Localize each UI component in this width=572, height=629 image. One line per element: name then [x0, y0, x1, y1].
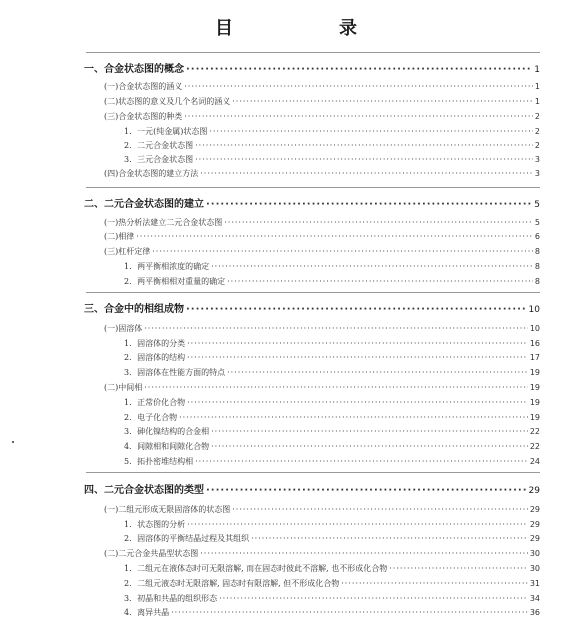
toc-section[interactable]	[104, 548, 540, 559]
toc-subsection[interactable]	[124, 607, 540, 618]
toc-label: 3．固溶体在性能方面的特点	[124, 368, 226, 377]
toc-label: 1．二组元在液体态时可无限溶解, 而在固态时彼此不溶解, 也不形成化合物	[124, 564, 388, 573]
leader-dots	[341, 579, 528, 588]
toc-page-number: 22	[529, 427, 540, 436]
leader-dots	[227, 277, 533, 286]
toc-label: (二)状态图的意义及几个名词的涵义	[104, 97, 231, 106]
leader-dots	[187, 353, 528, 362]
toc-subsection[interactable]	[124, 519, 540, 530]
toc-label: 3．初晶和共晶的组织形态	[124, 594, 218, 603]
toc-page-number: 22	[529, 442, 540, 451]
leader-dots	[171, 608, 528, 617]
leader-dots	[227, 368, 528, 377]
leader-dots	[184, 112, 533, 121]
toc-page-number: 2	[534, 112, 540, 121]
toc-label: 2．二组元液态时无限溶解, 固态时有限溶解, 但不形成化合物	[124, 579, 340, 588]
toc-page-number: 36	[529, 608, 540, 617]
leader-dots	[224, 218, 533, 227]
leader-dots	[206, 199, 532, 210]
toc-page-number: 8	[534, 247, 540, 256]
leader-dots	[200, 549, 528, 558]
toc-page-number: 16	[529, 339, 540, 348]
toc-chapter[interactable]	[84, 481, 540, 496]
divider	[86, 292, 540, 293]
toc-subsection[interactable]	[124, 397, 540, 408]
leader-dots	[195, 155, 533, 164]
toc-label: 2．固溶体的平衡结晶过程及其组织	[124, 534, 250, 543]
leader-dots	[251, 534, 528, 543]
toc-label: 4．间隙相和间隙化合物	[124, 442, 210, 451]
leader-dots	[187, 520, 528, 529]
leader-dots	[187, 339, 528, 348]
leader-dots	[195, 457, 528, 466]
toc-label: 1．两平衡相浓度的确定	[124, 262, 210, 271]
toc-page-number: 29	[529, 505, 540, 514]
toc-label: 1．状态图的分析	[124, 520, 186, 529]
toc-label: (二)中间相	[104, 383, 143, 392]
leader-dots	[211, 262, 533, 271]
toc-subsection[interactable]	[124, 563, 540, 574]
toc-page-number: 19	[529, 413, 540, 422]
toc-label: 4．离异共晶	[124, 608, 170, 617]
leader-dots	[232, 505, 528, 514]
leader-dots	[219, 594, 528, 603]
toc-page-number: 1	[534, 82, 540, 91]
toc-label: 2．两平衡相相对重量的确定	[124, 277, 226, 286]
toc-page-number: 19	[529, 368, 540, 377]
toc-subsection[interactable]	[124, 276, 540, 287]
divider	[86, 472, 540, 473]
leader-dots	[136, 232, 533, 241]
toc-page-number: 8	[534, 277, 540, 286]
toc-page-number: 29	[529, 520, 540, 529]
toc-label: 1．正常价化合物	[124, 398, 186, 407]
toc-page-number: 29	[529, 534, 540, 543]
leader-dots	[209, 127, 533, 136]
toc-section[interactable]	[104, 96, 540, 107]
leader-dots	[152, 247, 533, 256]
toc-page-number: 6	[534, 232, 540, 241]
toc-page-number: 34	[529, 594, 540, 603]
toc-label: (三)杠杆定律	[104, 247, 151, 256]
leader-dots	[144, 324, 528, 333]
toc-page-number: 1	[534, 97, 540, 106]
toc-label: 二、二元合金状态图的建立	[84, 199, 204, 210]
toc-section[interactable]	[104, 504, 540, 515]
leader-dots	[195, 141, 533, 150]
toc-page-number: 19	[529, 383, 540, 392]
leader-dots	[206, 485, 527, 496]
divider	[86, 187, 540, 188]
leader-dots	[200, 169, 533, 178]
toc-page-number: 1	[534, 65, 540, 75]
toc-page-number: 17	[529, 353, 540, 362]
leader-dots	[186, 304, 527, 315]
toc-label: (二)二元合金共晶型状态图	[104, 549, 199, 558]
toc-page-number: 31	[529, 579, 540, 588]
toc-section[interactable]	[104, 168, 540, 179]
toc-page-number: 19	[529, 398, 540, 407]
scan-speck	[12, 441, 14, 443]
toc-page-number: 3	[534, 169, 540, 178]
toc-label: (一)固溶体	[104, 324, 143, 333]
leader-dots	[179, 413, 528, 422]
toc-section[interactable]	[104, 382, 540, 393]
page-title: 目 录	[215, 18, 401, 39]
leader-dots	[186, 64, 532, 75]
toc-subsection[interactable]	[124, 593, 540, 604]
toc-label: 三、合金中的相组成物	[84, 304, 184, 315]
toc-label: 四、二元合金状态图的类型	[84, 485, 204, 496]
toc-page-number: 8	[534, 262, 540, 271]
toc-page-number: 3	[534, 155, 540, 164]
toc-subsection[interactable]	[124, 261, 540, 272]
toc-chapter[interactable]	[84, 300, 540, 315]
toc-section[interactable]	[104, 231, 540, 242]
toc-label: (一)二组元形成无限固溶体的状态图	[104, 505, 231, 514]
leader-dots	[184, 82, 533, 91]
toc-section[interactable]	[104, 323, 540, 334]
toc-page-number: 30	[529, 549, 540, 558]
toc-subsection[interactable]	[124, 154, 540, 165]
toc-section[interactable]	[104, 81, 540, 92]
toc-label: 2．固溶体的结构	[124, 353, 186, 362]
toc-page-number: 24	[529, 457, 540, 466]
toc-page-number: 30	[529, 564, 540, 573]
leader-dots	[211, 427, 528, 436]
divider	[86, 52, 540, 53]
toc-chapter[interactable]	[84, 195, 540, 210]
toc-subsection[interactable]	[124, 533, 540, 544]
toc-label: 2．电子化合物	[124, 413, 178, 422]
toc-label: (一)合金状态图的涵义	[104, 82, 183, 91]
toc-page-number: 2	[534, 141, 540, 150]
toc-subsection[interactable]	[124, 126, 540, 137]
toc-label: 3．三元合金状态图	[124, 155, 194, 164]
toc-subsection[interactable]	[124, 367, 540, 378]
leader-dots	[211, 442, 528, 451]
toc-chapter[interactable]	[84, 60, 540, 75]
toc-page-number: 2	[534, 127, 540, 136]
toc-page-number: 10	[528, 305, 540, 315]
leader-dots	[232, 97, 533, 106]
toc-page-number: 29	[528, 486, 540, 496]
toc-subsection[interactable]	[124, 412, 540, 423]
toc-subsection[interactable]	[124, 140, 540, 151]
toc-page-number: 5	[534, 218, 540, 227]
leader-dots	[389, 564, 528, 573]
toc-section[interactable]	[104, 217, 540, 228]
leader-dots	[144, 383, 528, 392]
toc-label: (一)热分析法建立二元合金状态图	[104, 218, 223, 227]
toc-subsection[interactable]	[124, 352, 540, 363]
toc-label: (四)合金状态图的建立方法	[104, 169, 199, 178]
toc-subsection[interactable]	[124, 441, 540, 452]
toc-section[interactable]	[104, 246, 540, 257]
toc-subsection[interactable]	[124, 456, 540, 467]
toc-label: 一、合金状态图的概念	[84, 64, 184, 75]
toc-label: 1．一元(纯金属)状态图	[124, 127, 208, 136]
toc-subsection[interactable]	[124, 426, 540, 437]
leader-dots	[187, 398, 528, 407]
toc-page-number: 10	[529, 324, 540, 333]
toc-label: (三)合金状态图的种类	[104, 112, 183, 121]
toc-label: 2．二元合金状态图	[124, 141, 194, 150]
toc-page-number: 5	[534, 200, 540, 210]
toc-label: 5．拓扑密堆结构相	[124, 457, 194, 466]
toc-label: (二)相律	[104, 232, 135, 241]
toc-section[interactable]	[104, 111, 540, 122]
toc-label: 1．固溶体的分类	[124, 339, 186, 348]
toc-label: 3．砷化镍结构的合金相	[124, 427, 210, 436]
toc-subsection[interactable]	[124, 338, 540, 349]
toc-subsection[interactable]	[124, 578, 540, 589]
